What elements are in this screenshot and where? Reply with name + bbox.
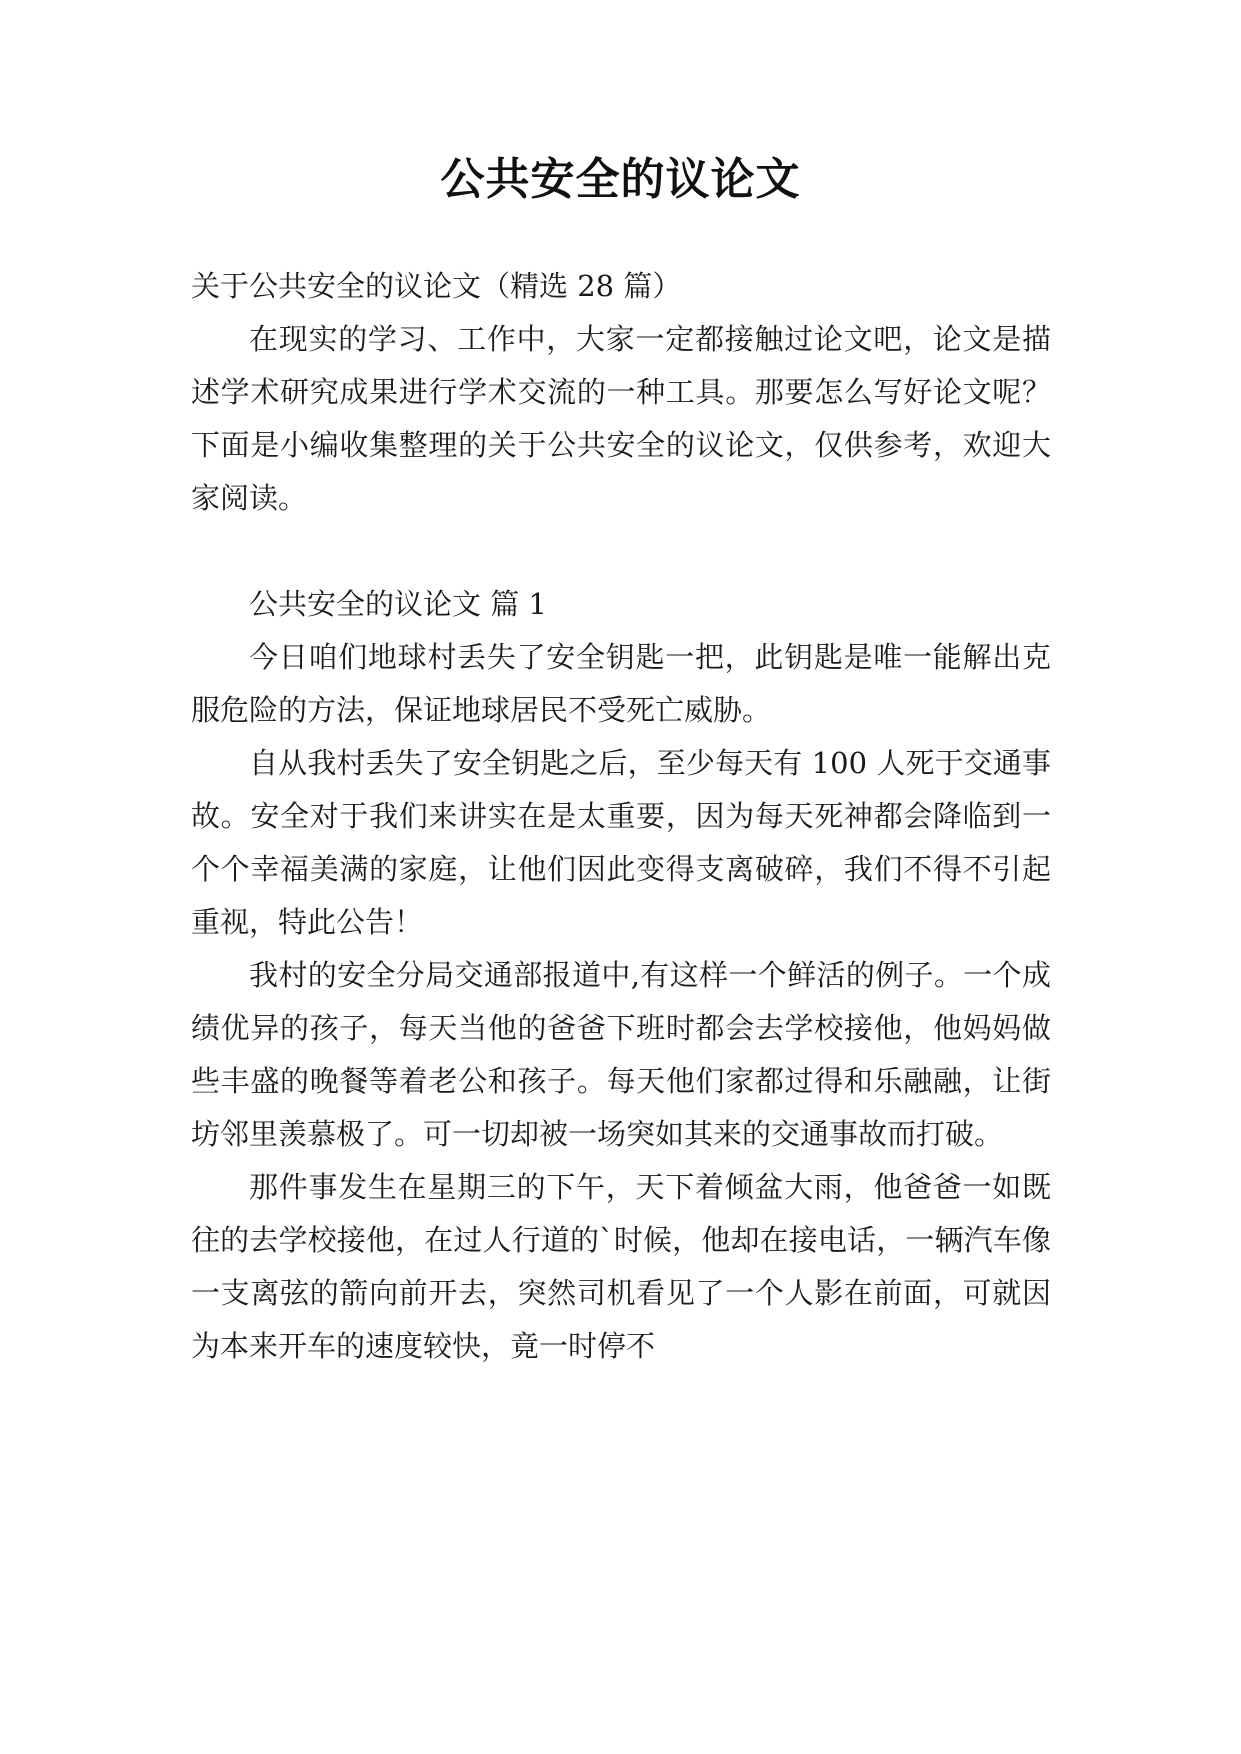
intro-paragraph: 在现实的学习、工作中，大家一定都接触过论文吧，论文是描述学术研究成果进行学术交流的一种工具。那要怎么写好论文呢？下面是小编收集整理的关于公共安全的议论文，仅供参考，欢迎大家阅读。 — [191, 322, 1051, 515]
body-paragraph-3: 我村的安全分局交通部报道中,有这样一个鲜活的例子。一个成绩优异的孩子，每天当他的爸爸下班时都会去学校接他，他妈妈做些丰盛的晚餐等着老公和孩子。每天他们家都过得和乐融融，让街坊邻里羡慕极了。可一切却被一场突如其来的交通事故而打破。 — [191, 958, 1051, 1151]
document-body — [191, 260, 1051, 1373]
body-paragraph-1: 今日咱们地球村丢失了安全钥匙一把，此钥匙是唯一能解出克服危险的方法，保证地球居民不受死亡威胁。 — [191, 640, 1051, 727]
document-subtitle: 关于公共安全的议论文（精选 28 篇） — [191, 269, 682, 303]
body-paragraph-4: 那件事发生在星期三的下午，天下着倾盆大雨，他爸爸一如既往的去学校接他，在过人行道的`时候，他却在接电话，一辆汽车像一支离弦的箭向前开去，突然司机看见了一个人影在前面，可就因为本来开车的速度较快，竟一时停不 — [191, 1170, 1051, 1363]
section-heading: 公共安全的议论文 篇 1 — [249, 587, 547, 621]
document-title: 公共安全的议论文 — [440, 154, 801, 205]
body-paragraph-2: 自从我村丢失了安全钥匙之后，至少每天有 100 人死于交通事故。安全对于我们来讲实在是太重要，因为每天死神都会降临到一个个幸福美满的家庭，让他们因此变得支离破碎，我们不得不引起重视，特此公告！ — [191, 746, 1051, 939]
